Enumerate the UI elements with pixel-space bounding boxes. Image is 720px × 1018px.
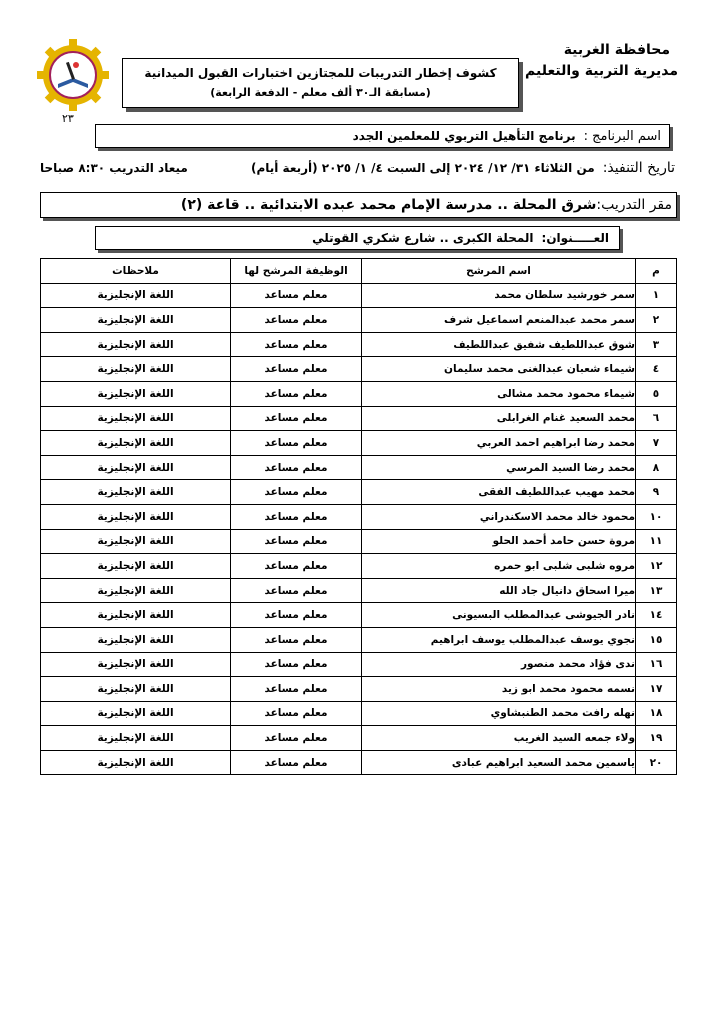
- candidate-name: نسمه محمود محمد ابو زيد: [362, 677, 636, 702]
- column-header-notes: ملاحظات: [41, 259, 231, 284]
- row-number: ٣: [636, 332, 677, 357]
- candidate-name: شيماء شعبان عبدالغنى محمد سليمان: [362, 357, 636, 382]
- candidates-table: [40, 258, 677, 775]
- document-title: كشوف إخطار التدريبات للمجتازين اختبارات القبول الميدانية: [144, 66, 497, 80]
- notes-cell: اللغة الإنجليزية: [41, 504, 231, 529]
- table-row: [41, 652, 677, 677]
- notes-cell: اللغة الإنجليزية: [41, 283, 231, 308]
- table-row: [41, 480, 677, 505]
- table-row: [41, 431, 677, 456]
- candidate-name: ياسمين محمد السعيد ابراهيم عبادى: [362, 750, 636, 775]
- table-row: [41, 283, 677, 308]
- column-header-number: م: [636, 259, 677, 284]
- column-header-job: الوظيفة المرشح لها: [231, 259, 362, 284]
- row-number: ١٥: [636, 627, 677, 652]
- notes-cell: اللغة الإنجليزية: [41, 529, 231, 554]
- job-title: معلم مساعد: [231, 554, 362, 579]
- date-row: [40, 160, 675, 176]
- job-title: معلم مساعد: [231, 750, 362, 775]
- notes-cell: اللغة الإنجليزية: [41, 677, 231, 702]
- program-value: برنامج التأهيل التربوي للمعلمين الجدد: [352, 129, 576, 143]
- candidate-name: نادر الجيوشى عبدالمطلب البسيونى: [362, 603, 636, 628]
- table-row: [41, 677, 677, 702]
- venue-value: شرق المحلة .. مدرسة الإمام محمد عبده الابتدائية .. قاعة (٢): [180, 197, 597, 213]
- notes-cell: اللغة الإنجليزية: [41, 381, 231, 406]
- table-row: [41, 357, 677, 382]
- row-number: ٦: [636, 406, 677, 431]
- candidate-name: محمد رضا السيد المرسي: [362, 455, 636, 480]
- candidate-name: مروة حسن حامد أحمد الحلو: [362, 529, 636, 554]
- row-number: ١٦: [636, 652, 677, 677]
- dates-label: تاريخ التنفيذ:: [602, 160, 675, 176]
- row-number: ٨: [636, 455, 677, 480]
- candidate-name: ندى فؤاد محمد منصور: [362, 652, 636, 677]
- candidate-name: محمد مهيب عبداللطيف الفقى: [362, 480, 636, 505]
- table-row: [41, 332, 677, 357]
- table-row: [41, 603, 677, 628]
- notes-cell: اللغة الإنجليزية: [41, 726, 231, 751]
- job-title: معلم مساعد: [231, 529, 362, 554]
- notes-cell: اللغة الإنجليزية: [41, 578, 231, 603]
- candidate-name: نجوي يوسف عبدالمطلب يوسف ابراهيم: [362, 627, 636, 652]
- notes-cell: اللغة الإنجليزية: [41, 431, 231, 456]
- candidate-name: ولاء جمعه السيد الغريب: [362, 726, 636, 751]
- table-row: [41, 406, 677, 431]
- candidate-name: محمد رضا ابراهيم احمد العربي: [362, 431, 636, 456]
- notes-cell: اللغة الإنجليزية: [41, 332, 231, 357]
- program-label: اسم البرنامج :: [583, 128, 661, 144]
- row-number: ١٣: [636, 578, 677, 603]
- notes-cell: اللغة الإنجليزية: [41, 750, 231, 775]
- page-number: ٢٣: [62, 112, 74, 125]
- row-number: ٢: [636, 308, 677, 333]
- candidate-name: محمد السعيد غنام الغرابلى: [362, 406, 636, 431]
- directorate-seal-icon: [36, 38, 110, 112]
- candidate-name: ميرا اسحاق دانيال جاد الله: [362, 578, 636, 603]
- job-title: معلم مساعد: [231, 578, 362, 603]
- job-title: معلم مساعد: [231, 627, 362, 652]
- candidate-name: محمود خالد محمد الاسكندراني: [362, 504, 636, 529]
- notes-cell: اللغة الإنجليزية: [41, 701, 231, 726]
- job-title: معلم مساعد: [231, 381, 362, 406]
- notes-cell: اللغة الإنجليزية: [41, 554, 231, 579]
- row-number: ١١: [636, 529, 677, 554]
- table-row: [41, 554, 677, 579]
- notes-cell: اللغة الإنجليزية: [41, 357, 231, 382]
- address-value: المحلة الكبرى .. شارع شكري القوتلي: [312, 231, 534, 245]
- table-row: [41, 504, 677, 529]
- notes-cell: اللغة الإنجليزية: [41, 627, 231, 652]
- job-title: معلم مساعد: [231, 455, 362, 480]
- table-row: [41, 701, 677, 726]
- notes-cell: اللغة الإنجليزية: [41, 406, 231, 431]
- job-title: معلم مساعد: [231, 431, 362, 456]
- row-number: ٢٠: [636, 750, 677, 775]
- venue-box: [40, 192, 677, 218]
- document-subtitle: (مسابقة الـ٣٠ ألف معلم - الدفعة الرابعة): [210, 86, 431, 99]
- address-box: [95, 226, 620, 250]
- row-number: ٩: [636, 480, 677, 505]
- notes-cell: اللغة الإنجليزية: [41, 308, 231, 333]
- table-header-row: [41, 259, 677, 284]
- notes-cell: اللغة الإنجليزية: [41, 480, 231, 505]
- row-number: ٧: [636, 431, 677, 456]
- row-number: ١٨: [636, 701, 677, 726]
- job-title: معلم مساعد: [231, 677, 362, 702]
- row-number: ١٤: [636, 603, 677, 628]
- job-title: معلم مساعد: [231, 332, 362, 357]
- job-title: معلم مساعد: [231, 357, 362, 382]
- directorate-label: مديرية التربية والتعليم: [525, 63, 678, 79]
- column-header-name: اسم المرشح: [362, 259, 636, 284]
- address-label: العـــــنوان:: [541, 231, 609, 245]
- venue-label: مقر التدريب:: [596, 197, 672, 213]
- candidate-name: سمر محمد عبدالمنعم اسماعيل شرف: [362, 308, 636, 333]
- candidate-name: شوق عبداللطيف شفيق عبداللطيف: [362, 332, 636, 357]
- job-title: معلم مساعد: [231, 480, 362, 505]
- row-number: ١٩: [636, 726, 677, 751]
- dates-value: من الثلاثاء ٣١/ ١٢/ ٢٠٢٤ إلى السبت ٤/ ١/ ٢٠٢٥ (أربعة أيام): [250, 161, 595, 175]
- candidate-name: نهله رافت محمد الطنبشاوي: [362, 701, 636, 726]
- table-row: [41, 529, 677, 554]
- job-title: معلم مساعد: [231, 701, 362, 726]
- table-row: [41, 381, 677, 406]
- row-number: ٤: [636, 357, 677, 382]
- program-box: [95, 124, 670, 148]
- notes-cell: اللغة الإنجليزية: [41, 603, 231, 628]
- job-title: معلم مساعد: [231, 406, 362, 431]
- table-row: [41, 726, 677, 751]
- row-number: ١٠: [636, 504, 677, 529]
- notes-cell: اللغة الإنجليزية: [41, 455, 231, 480]
- table-row: [41, 308, 677, 333]
- job-title: معلم مساعد: [231, 504, 362, 529]
- job-title: معلم مساعد: [231, 652, 362, 677]
- governorate-label: محافظة الغربية: [563, 42, 670, 58]
- table-row: [41, 455, 677, 480]
- candidate-name: شيماء محمود محمد مشالى: [362, 381, 636, 406]
- row-number: ١: [636, 283, 677, 308]
- table-row: [41, 627, 677, 652]
- header-block: [525, 40, 678, 82]
- job-title: معلم مساعد: [231, 603, 362, 628]
- job-title: معلم مساعد: [231, 726, 362, 751]
- table-row: [41, 750, 677, 775]
- row-number: ٥: [636, 381, 677, 406]
- row-number: ١٧: [636, 677, 677, 702]
- job-title: معلم مساعد: [231, 308, 362, 333]
- schedule-time: ميعاد التدريب ٨:٣٠ صباحا: [40, 161, 188, 175]
- candidate-name: سمر خورشيد سلطان محمد: [362, 283, 636, 308]
- table-row: [41, 578, 677, 603]
- notes-cell: اللغة الإنجليزية: [41, 652, 231, 677]
- row-number: ١٢: [636, 554, 677, 579]
- candidate-name: مروه شلبى شلبى ابو حمره: [362, 554, 636, 579]
- job-title: معلم مساعد: [231, 283, 362, 308]
- title-box: [122, 58, 519, 108]
